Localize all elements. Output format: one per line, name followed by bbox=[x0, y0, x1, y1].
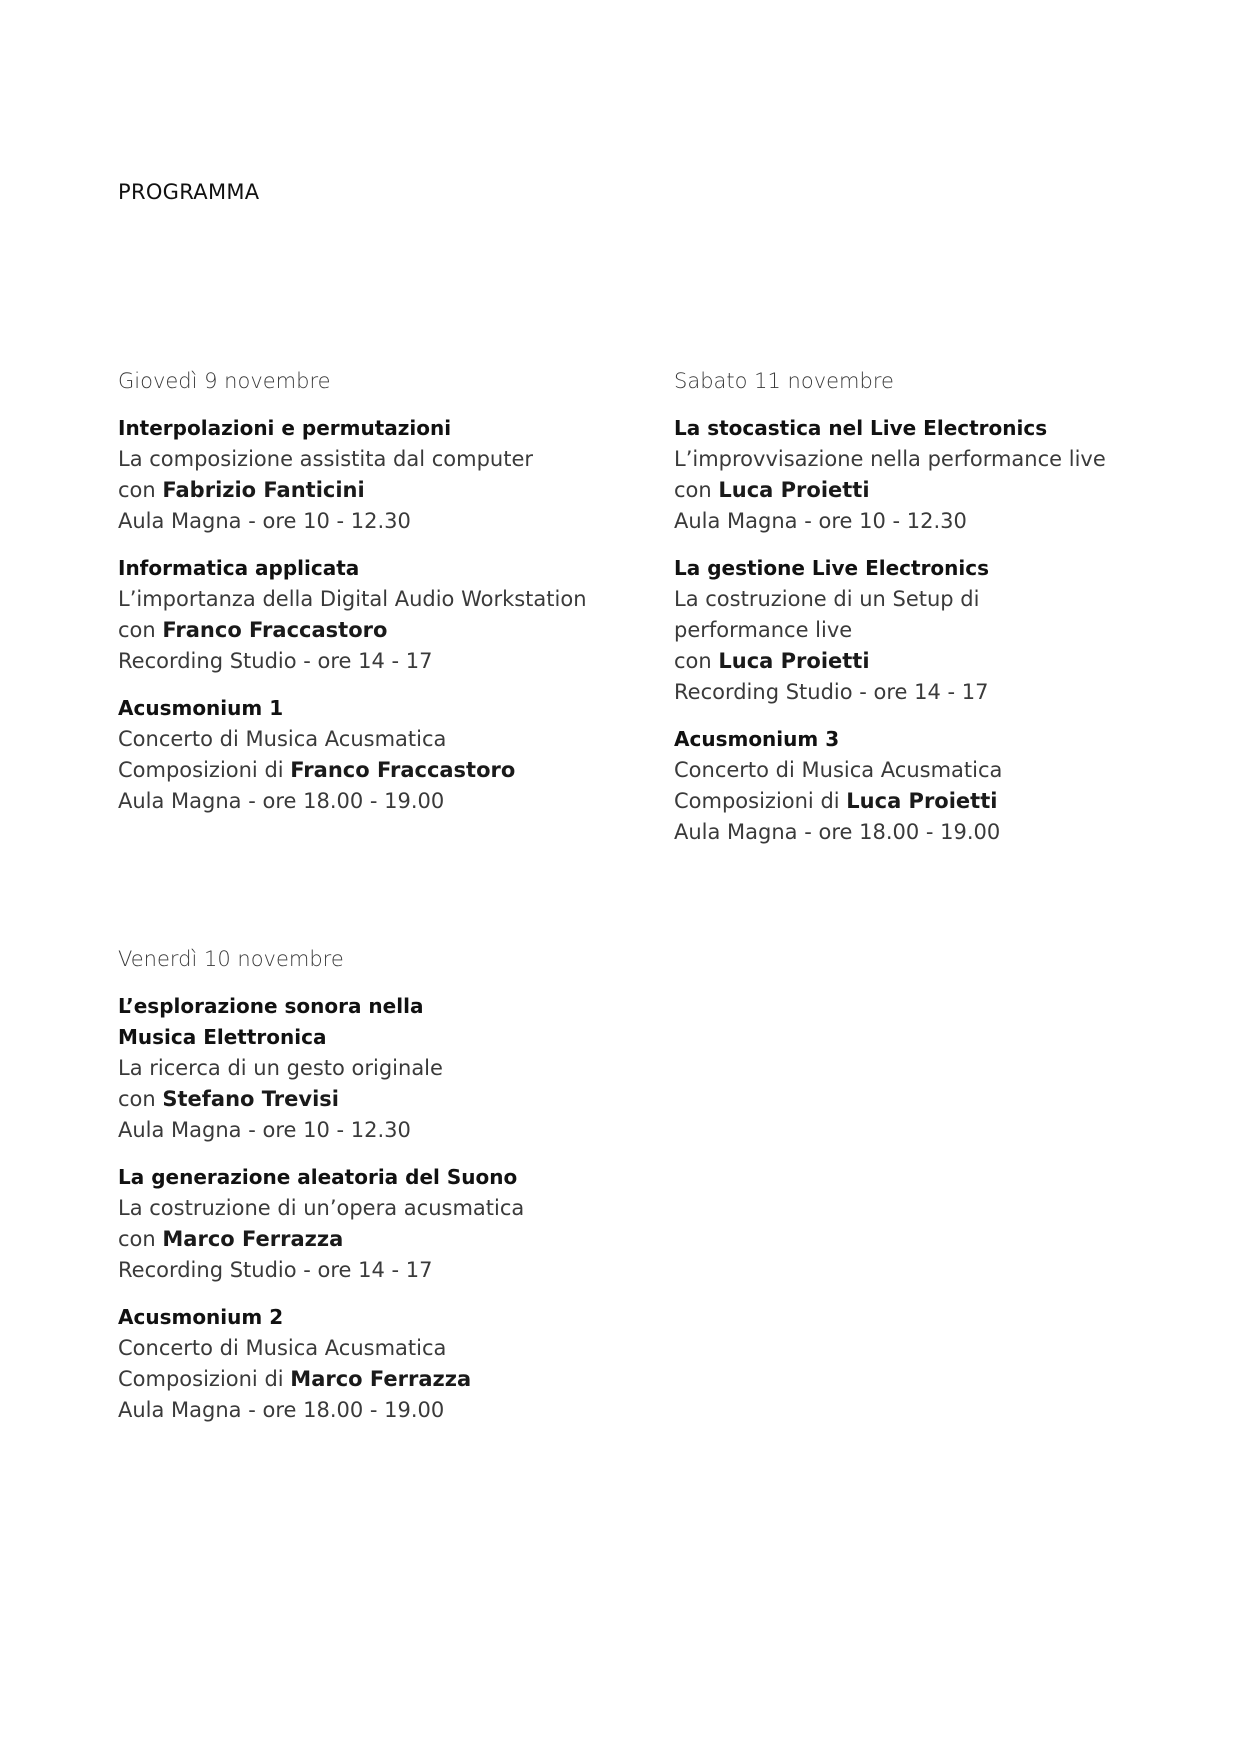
event-title: La generazione aleatoria del Suono bbox=[118, 1165, 518, 1189]
person-name: Luca Proietti bbox=[718, 649, 870, 673]
event-subtitle: L’improvvisazione nella performance live bbox=[674, 447, 1106, 471]
event-title: L’esplorazione sonora nella bbox=[118, 994, 424, 1018]
event-credit bbox=[674, 475, 1194, 506]
event-item bbox=[118, 693, 638, 817]
event-location-time: Aula Magna - ore 18.00 - 19.00 bbox=[118, 1398, 445, 1422]
event-item bbox=[118, 413, 638, 537]
credit-prefix: con bbox=[674, 649, 719, 673]
credit-prefix: con bbox=[118, 478, 163, 502]
event-location-time: Recording Studio - ore 14 - 17 bbox=[118, 1258, 433, 1282]
event-credit bbox=[118, 755, 638, 786]
event-item bbox=[118, 553, 638, 677]
person-name: Franco Fraccastoro bbox=[290, 758, 516, 782]
credit-prefix: Composizioni di bbox=[674, 789, 847, 813]
event-subtitle: La ricerca di un gesto originale bbox=[118, 1056, 443, 1080]
event-subtitle: L’importanza della Digital Audio Workstation bbox=[118, 587, 587, 611]
event-subtitle: Concerto di Musica Acusmatica bbox=[118, 1336, 447, 1360]
day-section-friday bbox=[118, 944, 638, 1442]
event-title: Interpolazioni e permutazioni bbox=[118, 416, 452, 440]
event-item bbox=[118, 1162, 638, 1286]
person-name: Marco Ferrazza bbox=[290, 1367, 472, 1391]
day-date: Giovedì 9 novembre bbox=[118, 369, 331, 393]
event-location-time: Aula Magna - ore 18.00 - 19.00 bbox=[118, 789, 445, 813]
day-date: Venerdì 10 novembre bbox=[118, 947, 344, 971]
event-location-time: Aula Magna - ore 10 - 12.30 bbox=[118, 1118, 411, 1142]
event-subtitle: Concerto di Musica Acusmatica bbox=[674, 758, 1003, 782]
event-item bbox=[118, 1302, 638, 1426]
event-subtitle: La costruzione di un Setup di bbox=[674, 587, 980, 611]
credit-prefix: Composizioni di bbox=[118, 1367, 291, 1391]
person-name: Fabrizio Fanticini bbox=[162, 478, 365, 502]
credit-prefix: con bbox=[118, 1087, 163, 1111]
event-item bbox=[118, 991, 638, 1146]
day-section-thursday bbox=[118, 366, 638, 833]
event-title: La gestione Live Electronics bbox=[674, 556, 990, 580]
event-credit bbox=[118, 615, 638, 646]
event-title: Informatica applicata bbox=[118, 556, 360, 580]
credit-prefix: Composizioni di bbox=[118, 758, 291, 782]
credit-prefix: con bbox=[118, 618, 163, 642]
event-title: Acusmonium 3 bbox=[674, 727, 840, 751]
event-subtitle: Concerto di Musica Acusmatica bbox=[118, 727, 447, 751]
event-credit bbox=[118, 1084, 638, 1115]
person-name: Franco Fraccastoro bbox=[162, 618, 388, 642]
event-location-time: Aula Magna - ore 10 - 12.30 bbox=[118, 509, 411, 533]
credit-prefix: con bbox=[674, 478, 719, 502]
event-title: Acusmonium 2 bbox=[118, 1305, 284, 1329]
day-date: Sabato 11 novembre bbox=[674, 369, 894, 393]
event-location-time: Aula Magna - ore 10 - 12.30 bbox=[674, 509, 967, 533]
event-subtitle: La composizione assistita dal computer bbox=[118, 447, 534, 471]
event-title: Acusmonium 1 bbox=[118, 696, 284, 720]
event-subtitle-continued: performance live bbox=[674, 618, 853, 642]
event-title: La stocastica nel Live Electronics bbox=[674, 416, 1048, 440]
event-title-continued: Musica Elettronica bbox=[118, 1025, 327, 1049]
person-name: Stefano Trevisi bbox=[162, 1087, 339, 1111]
event-credit bbox=[674, 786, 1194, 817]
event-item bbox=[674, 413, 1194, 537]
event-credit bbox=[118, 1364, 638, 1395]
event-location-time: Recording Studio - ore 14 - 17 bbox=[118, 649, 433, 673]
event-subtitle: La costruzione di un’opera acusmatica bbox=[118, 1196, 525, 1220]
event-location-time: Aula Magna - ore 18.00 - 19.00 bbox=[674, 820, 1001, 844]
event-location-time: Recording Studio - ore 14 - 17 bbox=[674, 680, 989, 704]
credit-prefix: con bbox=[118, 1227, 163, 1251]
person-name: Luca Proietti bbox=[718, 478, 870, 502]
event-item bbox=[674, 553, 1194, 708]
event-credit bbox=[118, 475, 638, 506]
event-credit bbox=[118, 1224, 638, 1255]
day-section-saturday bbox=[674, 366, 1194, 864]
person-name: Marco Ferrazza bbox=[162, 1227, 344, 1251]
page-heading: PROGRAMMA bbox=[118, 180, 260, 204]
person-name: Luca Proietti bbox=[846, 789, 998, 813]
event-credit bbox=[674, 646, 1194, 677]
event-item bbox=[674, 724, 1194, 848]
